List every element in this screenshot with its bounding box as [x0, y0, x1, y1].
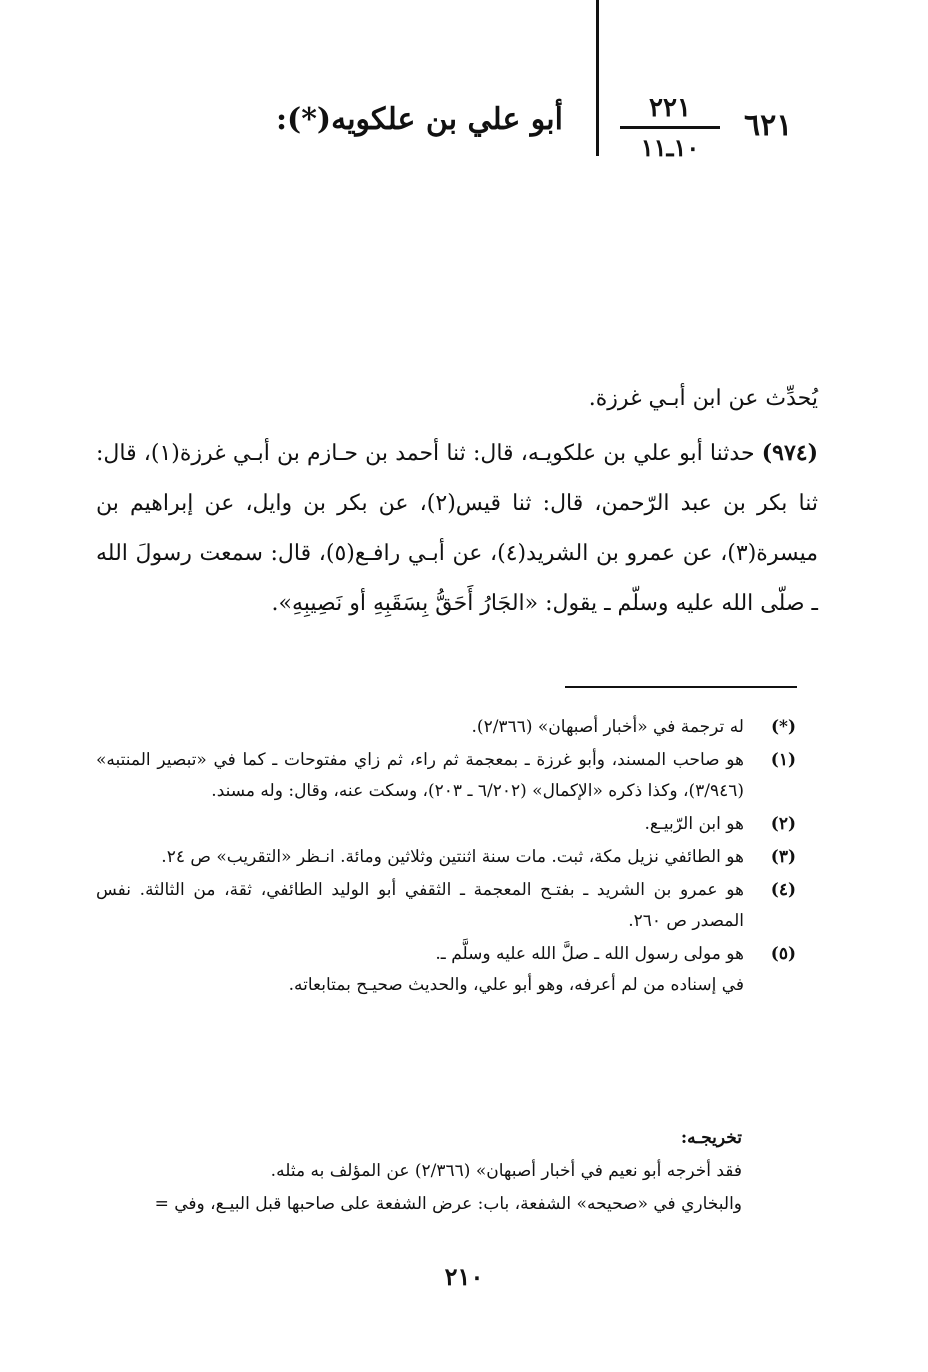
header-divider [596, 0, 599, 156]
hadith-paragraph [96, 428, 818, 629]
entry-number: ٦٢١ [744, 108, 793, 143]
footnote-marker: (٢) [770, 814, 796, 834]
footnote-marker: (*) [771, 717, 796, 737]
footnote-text: هو مولى رسول الله ـ صلَّ الله عليه وسلَّم ـ. [435, 944, 744, 964]
footnote-marker: (٤) [770, 880, 796, 900]
footnote-item [96, 842, 796, 873]
footnote-item [96, 875, 796, 937]
takhrij-line: والبخاري في «صحيحه» الشفعة، باب: عرض الشفعة على صاحبها قبل البيـع، وفي = [154, 1194, 742, 1214]
page-number: ٢١٠ [444, 1262, 484, 1291]
footnote-text: هو الطائفي نزيل مكة، ثبت. مات سنة اثنتين وثلاثين ومائة. انـظر «التقريب» ص ٢٤. [161, 847, 744, 867]
footnote-rule [565, 686, 797, 688]
footnote-item [96, 809, 796, 840]
main-text [96, 374, 818, 629]
footnote-text: هو ابن الرّبيـع. [644, 814, 744, 834]
fraction-top: ٢٢١ [649, 93, 691, 123]
footnote-item [96, 939, 796, 1001]
entry-title: أبو علي بن علكويه(*): [275, 102, 563, 137]
footnote-marker: (٣) [770, 847, 796, 867]
isnad-note: في إسناده من لم أعرفه، وهو أبو علي، والحديث صحيـح بمتابعاته. [288, 975, 744, 995]
fraction-bar [620, 126, 720, 129]
entry-fraction [620, 92, 720, 163]
hadith-text: حدثنا أبو علي بن علكويـه، قال: ثنا أحمد بن حـازم بن أبـي غرزة(١)، قال: ثنا بكر بن عبد الرّحمن، قال: ثنا قيس(٢)، عن بكر بن وايل، عن إبراهيم بن ميسرة(٣)، عن عمرو بن الشريد(٤)، عن أبـي رافـع(٥)، قال: سمعت رسولَ الله ـ صلّى الله عليه وسلّم ـ يقول: «الجَارُ أَحَقُّ بِسَقَبِهِ أو نَصِيبِهِ». [96, 441, 819, 616]
footnote-item [96, 712, 796, 743]
footnote-item [96, 745, 796, 807]
takhrij-section [96, 1122, 742, 1221]
footnote-marker: (٥) [770, 944, 796, 964]
footnote-text: هو صاحب المسند، وأبو غرزة ـ بمعجمة ثم راء، ثم زاي مفتوحات ـ كما في «تبصير المنتبه» (٣/٩٤٦)، وكذا ذكره «الإكمال» (٦/٢٠٢ ـ ٢٠٣)، وسكت عنه، وقال: وله مسند. [96, 750, 744, 801]
footnote-text: له ترجمة في «أخبار أصبهان» (٢/٣٦٦). [471, 717, 744, 737]
footnote-marker: (١) [770, 750, 796, 770]
takhrij-line: فقد أخرجه أبو نعيم في أخبار أصبهان» (٢/٣٦٦) عن المؤلف به مثله. [270, 1161, 742, 1181]
takhrij-heading: تخريجـه: [680, 1128, 742, 1148]
fraction-bottom: ١٠ـ١١ [640, 133, 700, 162]
footnote-text: هو عمرو بن الشريد ـ بفتـح المعجمة ـ الثقفي أبو الوليد الطائفي، ثقة، من الثالثة. نفس المصدر ص ٢٦٠. [96, 880, 744, 931]
intro-line: يُحدِّث عن ابن أبـي غرزة. [588, 386, 818, 411]
hadith-number: (٩٧٤) [761, 440, 819, 466]
footnotes [96, 712, 796, 1003]
